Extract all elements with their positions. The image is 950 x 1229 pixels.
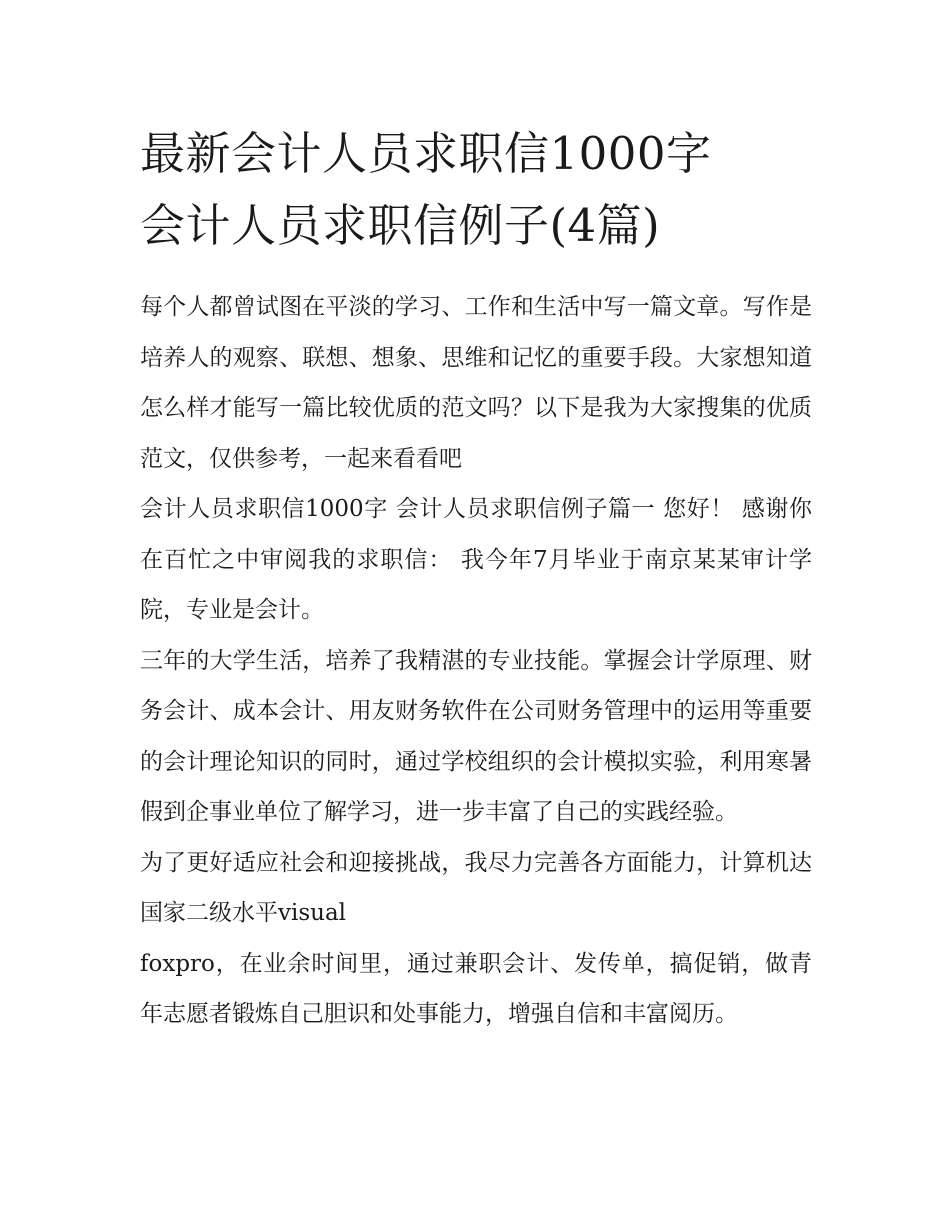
title-line-1: 最新会计人员求职信1000字 [140,127,712,180]
experience-paragraph: foxpro，在业余时间里，通过兼职会计、发传单，搞促销，做青年志愿者锻炼自己胆识和处事能力，增强自信和丰富阅历。 [140,950,812,1027]
letter-opening-paragraph: 会计人员求职信1000字 会计人员求职信例子篇一 您好！ 感谢你在百忙之中审阅我的求职信： 我今年7月毕业于南京某某审计学院，专业是会计。 [140,496,812,623]
skills-paragraph: 为了更好适应社会和迎接挑战，我尽力完善各方面能力，计算机达国家二级水平visual [140,849,812,926]
title-line-2: 会计人员求职信例子(4篇) [140,199,661,252]
intro-paragraph: 每个人都曾试图在平淡的学习、工作和生活中写一篇文章。写作是培养人的观察、联想、想象、思维和记忆的重要手段。大家想知道怎么样才能写一篇比较优质的范文吗？以下是我为大家搜集的优质范文，仅供参考，一起来看看吧 [140,294,812,472]
document-content [140,118,812,1040]
education-paragraph: 三年的大学生活，培养了我精湛的专业技能。掌握会计学原理、财务会计、成本会计、用友财务软件在公司财务管理中的运用等重要的会计理论知识的同时，通过学校组织的会计模拟实验，利用寒暑假到企事业单位了解学习，进一步丰富了自己的实践经验。 [140,647,812,825]
document-title [140,118,812,262]
